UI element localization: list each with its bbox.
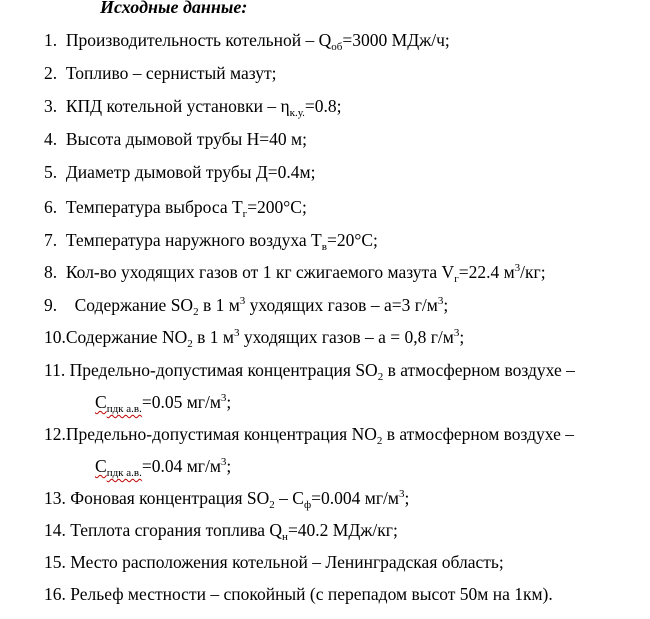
item-number: 8. [44,262,58,282]
item-number: 5. [44,162,58,182]
item-number: 11. [44,360,66,380]
list-item: 3. КПД котельной установки – $\eta_{к.у.}=0.8$; [44,96,342,119]
item-number: 6. [44,197,58,217]
list-item: 16. Рельеф местности – спокойный (с перепадом высот 50м на 1км). [44,584,553,604]
list-item-continuation: $C_{пдк а.в.}=0.04$ $мг/м^3$; [95,456,232,479]
item-number: 15. [44,552,66,572]
list-item: 7. Температура наружного воздуха $T_в=20^\circ С$; [44,230,378,253]
list-item: 6. Температура выброса $T_г=200^\circ С$; [44,197,307,220]
item-number: 7. [44,230,58,250]
list-item: 2. Топливо – сернистый мазут; [44,63,277,83]
item-number: 12. [44,424,66,444]
list-item: 14. Теплота сгорания топлива $Q_н=40.2$ МДж/кг; [44,520,398,543]
list-item: 9. Содержание $SO_2$ в 1 $м^3$ уходящих газов – a=3 $г/м^3$; [44,295,449,318]
item-number: 10. [44,327,66,347]
list-item: 12.Предельно-допустимая концентрация $NO_2$ в атмосферном воздухе – [44,424,575,447]
list-item: 13. Фоновая концентрация $SO_2 - C_ф=0.004$ $мг/м^3$; [44,488,410,511]
list-item: 8. Кол-во уходящих газов от 1 кг сжигаемого мазута $V_г=22.4$ $м^3/кг$; [44,262,546,285]
item-number: 2. [44,63,58,83]
item-number: 3. [44,96,58,116]
list-item: 4. Высота дымовой трубы Н=40 м; [44,129,307,149]
list-item: 1. Производительность котельной – $Q_{об}=3000$ МДж/ч; [44,30,450,53]
list-item: 5. Диаметр дымовой трубы Д=0.4м; [44,162,316,182]
item-number: 16. [44,584,66,604]
item-number: 9. [44,295,58,315]
item-number: 4. [44,129,58,149]
item-number: 1. [44,30,58,50]
page-title: Исходные данные: [100,0,248,17]
item-number: 13. [44,488,66,508]
list-item-continuation: $C_{пдк а.в.}=0.05$ $мг/м^3$; [95,392,232,415]
list-item: 10.Содержание $NO_2$ в 1 $м^3$ уходящих газов – a = 0,8 $г/м^3$; [44,327,465,350]
list-item: 15. Место расположения котельной – Ленинградская область; [44,552,504,572]
list-item: 11. Предельно-допустимая концентрация $SO_2$ в атмосферном воздухе – [44,360,575,383]
item-number: 14. [44,520,66,540]
